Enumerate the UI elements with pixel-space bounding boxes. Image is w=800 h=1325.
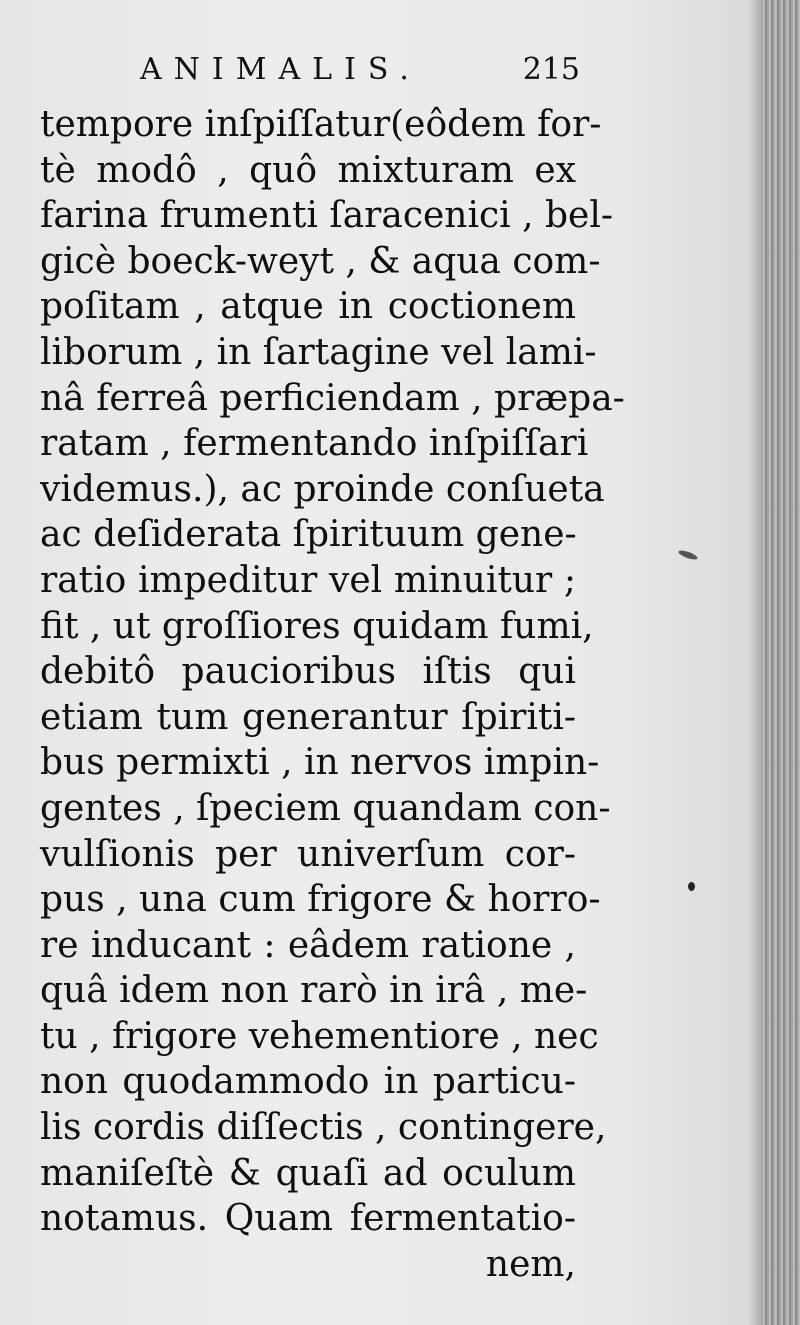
text-line: bus permixti , in nervos impin- bbox=[40, 742, 600, 784]
running-head: ANIMALIS. bbox=[140, 52, 421, 87]
page-header bbox=[140, 52, 580, 102]
page-number: 215 bbox=[522, 52, 580, 87]
text-line: non quodammodo in particu- bbox=[40, 1061, 576, 1103]
text-line: quâ idem non rarò in irâ , me- bbox=[40, 970, 588, 1012]
text-line: fit , ut groſſiores quidam fumi, bbox=[40, 605, 594, 647]
text-line: tè modô , quô mixturam ex bbox=[40, 149, 576, 191]
text-line: debitô paucioribus iſtis qui bbox=[40, 651, 576, 693]
text-line: ratam , fermentando inſpiſſari bbox=[40, 423, 589, 465]
text-line: liborum , in ſartagine vel lami- bbox=[40, 331, 597, 373]
text-line: ac deſiderata ſpirituum gene- bbox=[40, 514, 577, 556]
text-line: etiam tum generantur ſpiriti- bbox=[40, 696, 576, 738]
ink-speck bbox=[678, 549, 699, 561]
text-line: poſitam , atque in coctionem bbox=[40, 286, 576, 328]
ink-speck bbox=[688, 882, 695, 891]
page-edges bbox=[762, 0, 800, 1325]
text-line: notamus. Quam fermentatio- bbox=[40, 1198, 576, 1240]
text-line: pus , una cum frigore & horro- bbox=[40, 879, 601, 921]
text-line: tu , frigore vehementiore , nec bbox=[40, 1015, 599, 1057]
catchword: nem, bbox=[485, 1243, 576, 1285]
text-line: nâ ferreâ perficiendam , præpa- bbox=[40, 377, 625, 419]
text-line: gentes , ſpeciem quandam con- bbox=[40, 787, 611, 829]
text-line: gicè boeck-weyt , & aqua com- bbox=[40, 240, 601, 282]
text-line: farina frumenti ſaracenici , bel- bbox=[40, 195, 614, 237]
text-line: tempore inſpiſſatur(eôdem for- bbox=[40, 104, 602, 145]
body-text bbox=[40, 102, 625, 1287]
text-line: ratio impeditur vel minuitur ; bbox=[40, 559, 576, 601]
text-line: videmus.), ac proinde conſueta bbox=[40, 468, 605, 510]
text-line: vulſionis per univerſum cor- bbox=[40, 833, 576, 875]
text-line: maniſeſtè & quaſi ad oculum bbox=[40, 1152, 576, 1194]
text-line: re inducant : eâdem ratione , bbox=[40, 924, 576, 966]
text-line: lis cordis diſſectis , contingere, bbox=[40, 1107, 607, 1149]
